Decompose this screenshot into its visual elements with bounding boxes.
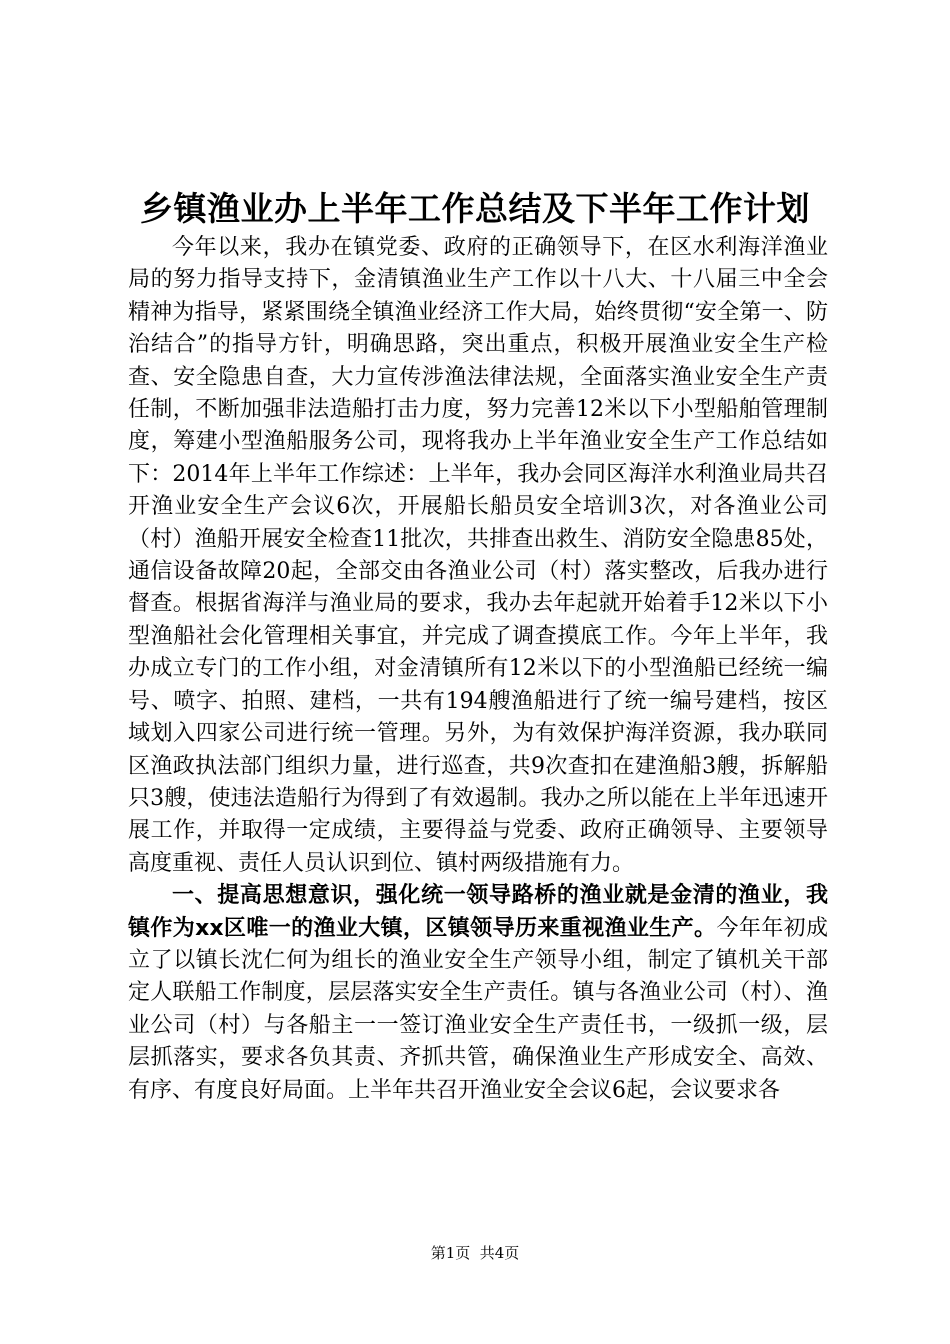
page-indicator: 第1页 共4页 [430, 1244, 520, 1262]
section-1-heading: 一、提高思想意识，强化统一领导路桥的渔业就是金清的渔业，我镇作为xx区唯一的渔业大镇，区镇领导历来重视渔业生产。 [128, 883, 828, 941]
page-footer [0, 1243, 950, 1263]
intro-paragraph: 今年以来，我办在镇党委、政府的正确领导下，在区水利海洋渔业局的努力指导支持下，金清镇渔业生产工作以十八大、十八届三中全会精神为指导，紧紧围绕全镇渔业经济工作大局，始终贯彻“安全第一、防治结合”的指导方针，明确思路，突出重点，积极开展渔业安全生产检查、安全隐患自查，大力宣传涉渔法律法规，全面落实渔业安全生产责任制，不断加强非法造船打击力度，努力完善12米以下小型船舶管理制度，筹建小型渔船服务公司，现将我办上半年渔业安全生产工作总结如下：2014年上半年工作综述：上半年，我办会同区海洋水利渔业局共召开渔业安全生产会议6次，开展船长船员安全培训3次，对各渔业公司（村）渔船开展安全检查11批次，共排查出救生、消防安全隐患85处，通信设备故障20起，全部交由各渔业公司（村）落实整改，后我办进行督查。根据省海洋与渔业局的要求，我办去年起就开始着手12米以下小型渔船社会化管理相关事宜，并完成了调查摸底工作。今年上半年，我办成立专门的工作小组，对金清镇所有12米以下的小型渔船已经统一编号、喷字、拍照、建档，一共有194艘渔船进行了统一编号建档，按区域划入四家公司进行统一管理。另外，为有效保护海洋资源，我办联同区渔政执法部门组织力量，进行巡查，共9次查扣在建渔船3艘，拆解船只3艘，使违法造船行为得到了有效遏制。我办之所以能在上半年迅速开展工作，并取得一定成绩，主要得益与党委、政府正确领导、主要领导高度重视、责任人员认识到位、镇村两级措施有力。 [128, 235, 828, 876]
document-title: 乡镇渔业办上半年工作总结及下半年工作计划 [140, 189, 810, 228]
document-body [128, 232, 828, 1107]
section-1-body: 今年年初成立了以镇长沈仁何为组长的渔业安全生产领导小组，制定了镇机关干部定人联船工作制度，层层落实安全生产责任。镇与各渔业公司（村）、渔业公司（村）与各船主一一签订渔业安全生产责任书，一级抓一级，层层抓落实，要求各负其责、齐抓共管，确保渔业生产形成安全、高效、有序、有度良好局面。上半年共召开渔业安全会议6起，会议要求各 [128, 915, 828, 1103]
section-1-paragraph [128, 880, 828, 1107]
